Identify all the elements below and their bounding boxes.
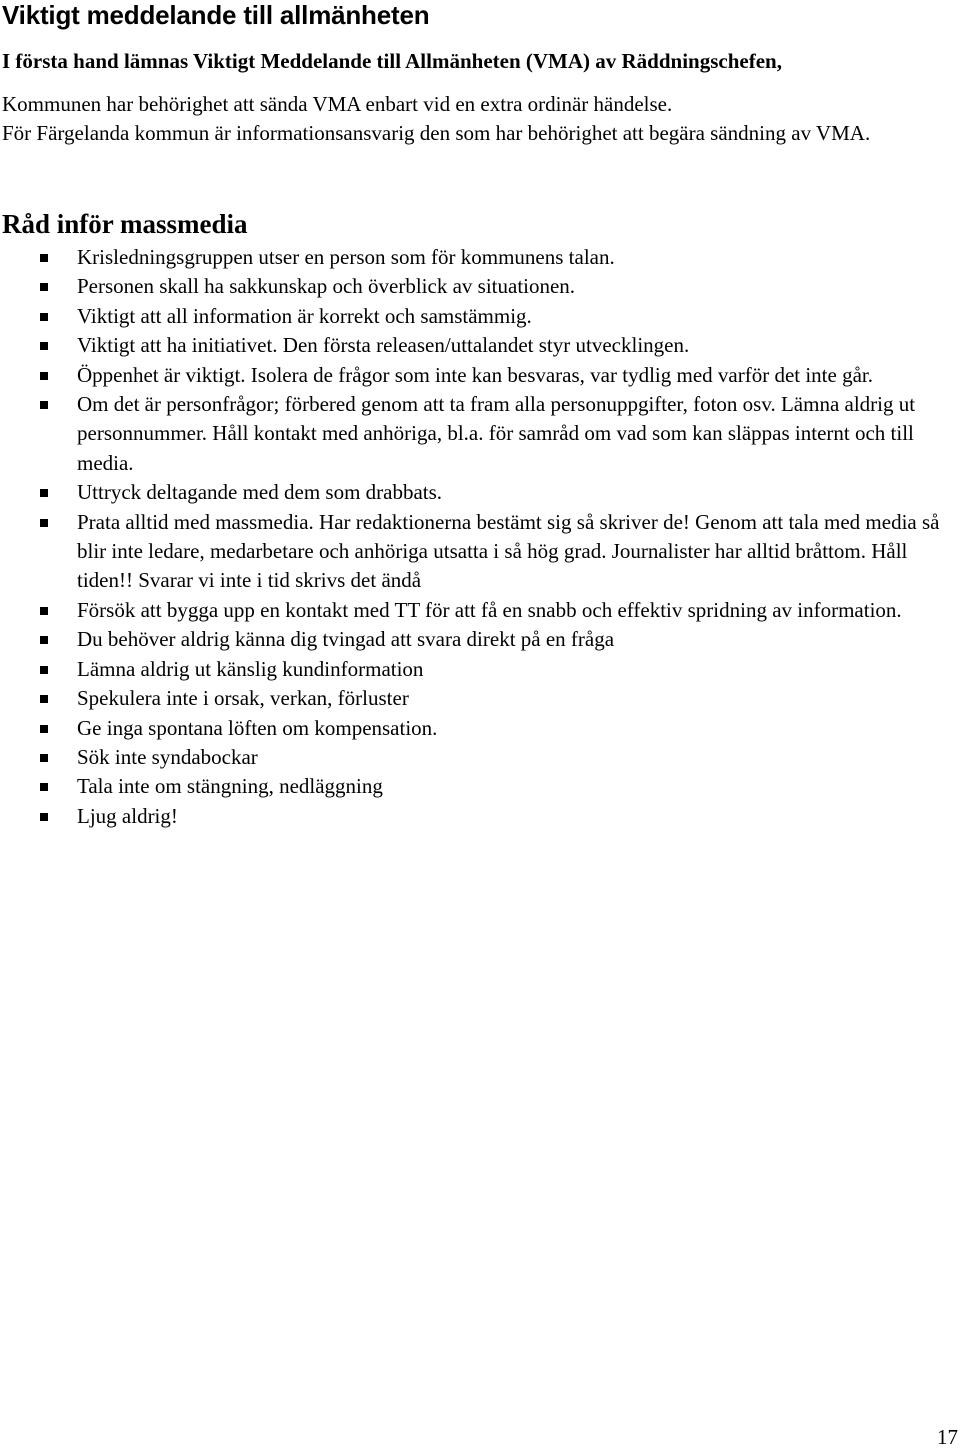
advice-list-item [0,331,960,360]
square-bullet-icon [40,695,48,703]
advice-list-item [0,772,960,801]
square-bullet-icon [40,754,48,762]
advice-text: Om det är personfrågor; förbered genom att ta fram alla personuppgifter, foton osv. Lämna aldrig ut personnummer. Håll kontakt med anhöriga, bl.a. för samråd om vad som kan släppas internt och till media. [77,392,916,475]
advice-text: Viktigt att all information är korrekt och samstämmig. [77,303,532,328]
advice-text: Spekulera inte i orsak, verkan, förluster [77,686,409,711]
intro-paragraph-1: Kommunen har behörighet att sända VMA enbart vid en extra ordinär händelse. [2,92,673,116]
advice-list-item [0,743,960,772]
square-bullet-icon [40,607,48,615]
advice-text: Personen skall ha sakkunskap och överblick av situationen. [77,274,576,299]
square-bullet-icon [40,519,48,527]
square-bullet-icon [40,313,48,321]
square-bullet-icon [40,666,48,674]
advice-list-item [0,714,960,743]
advice-text: Tala inte om stängning, nedläggning [77,774,383,799]
square-bullet-icon [40,283,48,291]
advice-text: Krisledningsgruppen utser en person som för kommunens talan. [77,245,615,269]
advice-text: Uttryck deltagande med dem som drabbats. [77,480,443,505]
advice-list-item [0,272,960,301]
advice-list-item [0,508,960,596]
square-bullet-icon [40,813,48,821]
advice-text: Försök att bygga upp en kontakt med TT för att få en snabb och effektiv spridning av information. [77,597,902,622]
intro-paragraphs [2,90,958,148]
page-number: 17 [937,1425,958,1449]
advice-text: Lämna aldrig ut känslig kundinformation [77,656,424,681]
advice-list-item [0,478,960,507]
advice-list-item [0,655,960,684]
advice-list-item [0,390,960,478]
advice-text: Viktigt att ha initiativet. Den första releasen/uttalandet styr utvecklingen. [77,333,690,358]
square-bullet-icon [40,725,48,733]
square-bullet-icon [40,342,48,350]
advice-text: Ljug aldrig! [77,803,178,828]
advice-text: Ge inga spontana löften om kompensation. [77,715,438,740]
intro-paragraph-2: För Färgelanda kommun är informationsansvarig den som har behörighet att begära sändning av VMA. [2,121,871,145]
advice-list-item [0,625,960,654]
advice-text: Prata alltid med massmedia. Har redaktionerna bestämt sig så skriver de! Genom att tala med media så blir inte ledare, medarbetare och anhöriga utsatta i så hög grad. Journalister har alltid bråttom. Håll tiden!! Svarar vi inte i tid skrivs det ändå [77,509,940,593]
square-bullet-icon [40,636,48,644]
advice-list-item [0,802,960,831]
advice-list-item [0,684,960,713]
square-bullet-icon [40,489,48,497]
square-bullet-icon [40,783,48,791]
advice-list-item [0,596,960,625]
square-bullet-icon [40,372,48,380]
advice-text: Du behöver aldrig känna dig tvingad att svara direkt på en fråga [77,627,615,652]
lead-paragraph: I första hand lämnas Viktigt Meddelande till Allmänheten (VMA) av Räddningschefen, [2,49,782,73]
section-heading: Råd inför massmedia [2,209,248,239]
page-heading: Viktigt meddelande till allmänheten [2,0,430,30]
advice-text: Öppenhet är viktigt. Isolera de frågor som inte kan besvaras, var tydlig med varför det inte går. [77,362,873,387]
advice-list-item [0,361,960,390]
square-bullet-icon [40,401,48,409]
square-bullet-icon [40,254,48,262]
advice-list [0,243,960,831]
advice-list-item [0,302,960,331]
advice-list-item [0,243,960,272]
advice-text: Sök inte syndabockar [77,744,258,769]
